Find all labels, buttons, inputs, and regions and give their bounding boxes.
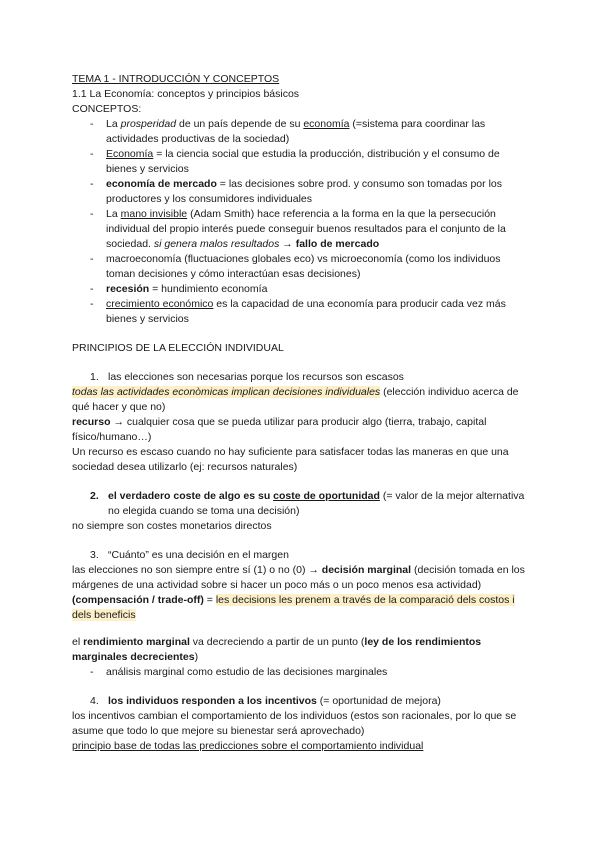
marginal-analysis-list	[72, 665, 530, 680]
principle-4-title: 4. los individuos responden a los incentivos (= oportunidad de mejora)	[90, 695, 441, 707]
concept-item: - recesión = hundimiento economía	[72, 282, 530, 297]
trade-off-text: (compensación / trade-off) = les decisions les prenem a través de la comparació dels costos i dels beneficis	[72, 594, 515, 621]
concept-item: - economía de mercado = las decisiones sobre prod. y consumo son tomadas por los productores y los consumidores individuales	[72, 177, 530, 207]
marginal-analysis-item: - análisis marginal como estudio de las decisiones marginales	[72, 665, 530, 680]
principle-3-title: 3. “Cuánto” es una decisión en el margen	[90, 549, 289, 561]
principle-2-title: 2. el verdadero coste de algo es su coste de oportunidad (= valor de la mejor alternativa no elegida cuando se toma una decisión)	[90, 490, 525, 517]
concept-item: - crecimiento económico es la capacidad de una economía para producir cada vez más bienes y servicios	[72, 297, 530, 327]
concepts-list	[72, 117, 530, 327]
principle-2-note: no siempre son costes monetarios directos	[72, 520, 272, 532]
incentives-text: los incentivos cambian el comportamiento de los individuos (estos son racionales, por lo que se asume que todo lo que mejore su bienestar será aprovechado)	[72, 710, 517, 737]
principle-1-highlight: todas las actividades econòmicas implican decisiones individuales (elección individuo acerca de qué hacer y que no)	[72, 386, 519, 413]
concept-item: - Economía = la ciencia social que estudia la producción, distribución y el consumo de bienes y servicios	[72, 147, 530, 177]
concept-item: - La prosperidad de un país depende de su economía (=sistema para coordinar las actividades productivas de la sociedad)	[72, 117, 530, 147]
base-principle-text: principio base de todas las predicciones sobre el comportamiento individual	[72, 740, 424, 752]
concept-item: - macroeconomía (fluctuaciones globales eco) vs microeconomía (como los individuos toman decisiones y cómo interactúan esas decisiones)	[72, 252, 530, 282]
marginal-return-text: el rendimiento marginal va decreciendo a partir de un punto (ley de los rendimientos marginales decrecientes)	[72, 636, 482, 663]
document-title: TEMA 1 - INTRODUCCIÓN Y CONCEPTOS	[72, 73, 280, 85]
principle-1-title: 1. las elecciones son necesarias porque los recursos son escasos	[90, 371, 404, 383]
principles-heading: PRINCIPIOS DE LA ELECCIÓN INDIVIDUAL	[72, 342, 284, 354]
marginal-decision-text: las elecciones no son siempre entre sí (1) o no (0) → decisión marginal (decisión tomada en los márgenes de una actividad sobre si hacer un poco más o un poco menos esa actividad)	[72, 564, 525, 591]
concept-item: - La mano invisible (Adam Smith) hace referencia a la forma en la que la persecución individual del propio interés puede conseguir buenos resultados para el conjunto de la sociedad. si genera malos resultados → fallo de mercado	[72, 207, 530, 252]
section-subtitle: 1.1 La Economía: conceptos y principios básicos	[72, 88, 300, 100]
escaso-definition: Un recurso es escaso cuando no hay suficiente para satisfacer todas las maneras en que una sociedad desea utilizarlo (ej: recursos naturales)	[72, 446, 509, 473]
recurso-definition: recurso → cualquier cosa que se pueda utilizar para producir algo (tierra, trabajo, capital físico/humano…)	[72, 416, 487, 443]
concepts-heading: CONCEPTOS:	[72, 103, 142, 115]
document-page	[72, 72, 530, 754]
